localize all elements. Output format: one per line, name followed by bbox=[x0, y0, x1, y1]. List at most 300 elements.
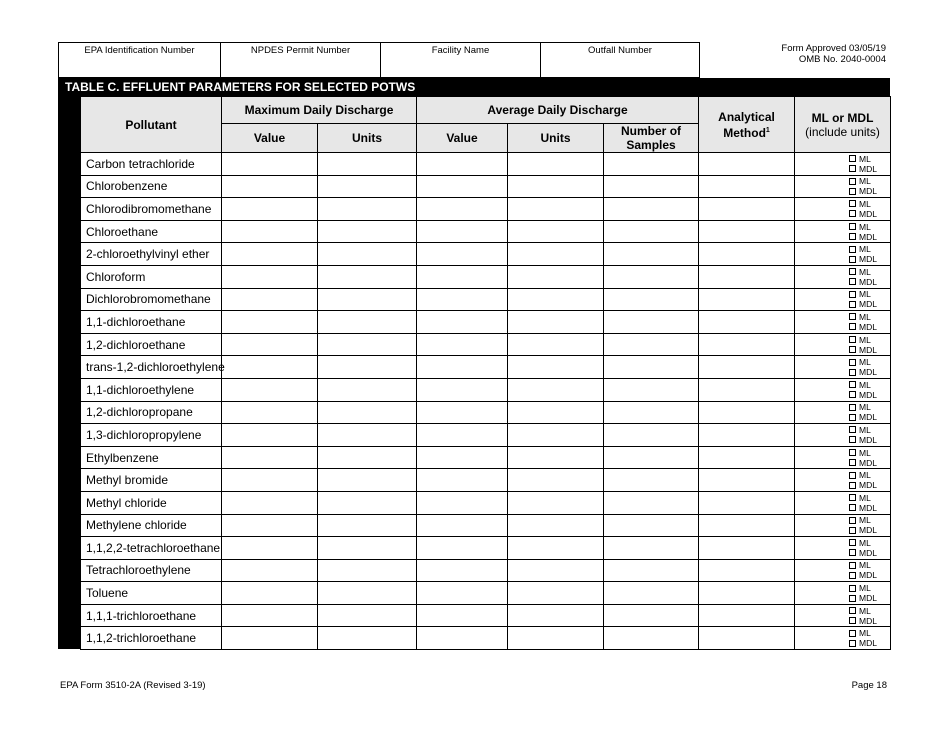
ml-mdl-label: ML or MDL bbox=[811, 110, 874, 125]
mdl-checkbox-option[interactable] bbox=[849, 458, 889, 468]
mdl-checkbox-option[interactable] bbox=[849, 638, 889, 648]
analytical-method-cell[interactable] bbox=[699, 537, 795, 560]
avg-value-cell[interactable] bbox=[417, 356, 508, 379]
table-row bbox=[81, 604, 891, 627]
max-value-cell[interactable] bbox=[222, 311, 318, 334]
max-value-cell[interactable] bbox=[222, 220, 318, 243]
max-value-cell[interactable] bbox=[222, 356, 318, 379]
max-units-cell[interactable] bbox=[318, 378, 417, 401]
mdl-option-label: MDL bbox=[859, 367, 877, 378]
analytical-method-cell[interactable] bbox=[699, 153, 795, 176]
avg-units-cell[interactable] bbox=[508, 514, 604, 537]
avg-units-cell[interactable] bbox=[508, 491, 604, 514]
table-row bbox=[81, 582, 891, 605]
num-samples-cell[interactable] bbox=[604, 243, 699, 266]
pollutant-name: 1,3-dichloropropylene bbox=[81, 424, 222, 447]
checkbox-icon[interactable] bbox=[849, 482, 856, 489]
pollutant-name: Ethylbenzene bbox=[81, 446, 222, 469]
num-samples-cell[interactable] bbox=[604, 198, 699, 221]
mdl-checkbox-option[interactable] bbox=[849, 254, 889, 264]
checkbox-icon[interactable] bbox=[849, 617, 856, 624]
max-value-cell[interactable] bbox=[222, 469, 318, 492]
avg-units-cell[interactable] bbox=[508, 604, 604, 627]
checkbox-icon[interactable] bbox=[849, 414, 856, 421]
max-value-cell[interactable] bbox=[222, 582, 318, 605]
checkbox-icon[interactable] bbox=[849, 585, 856, 592]
max-value-cell[interactable] bbox=[222, 446, 318, 469]
checkbox-icon[interactable] bbox=[849, 336, 856, 343]
ml-option-label: ML bbox=[859, 221, 871, 232]
avg-units-cell[interactable] bbox=[508, 243, 604, 266]
avg-value-cell[interactable] bbox=[417, 288, 508, 311]
avg-units-cell[interactable] bbox=[508, 559, 604, 582]
epa-id-field[interactable] bbox=[58, 42, 220, 78]
mdl-checkbox-option[interactable] bbox=[849, 209, 889, 219]
ml-checkbox-option[interactable] bbox=[849, 560, 889, 570]
ml-mdl-cell bbox=[795, 537, 891, 560]
mdl-checkbox-option[interactable] bbox=[849, 570, 889, 580]
form-id: EPA Form 3510-2A (Revised 3-19) bbox=[60, 680, 206, 691]
mdl-option-label: MDL bbox=[859, 638, 877, 649]
max-units-cell[interactable] bbox=[318, 243, 417, 266]
checkbox-icon[interactable] bbox=[849, 572, 856, 579]
npdes-permit-field[interactable] bbox=[220, 42, 380, 78]
analytical-method-cell[interactable] bbox=[699, 582, 795, 605]
table-row bbox=[81, 333, 891, 356]
max-units-cell[interactable] bbox=[318, 198, 417, 221]
mdl-checkbox-option[interactable] bbox=[849, 232, 889, 242]
avg-value-cell[interactable] bbox=[417, 424, 508, 447]
mdl-checkbox-option[interactable] bbox=[849, 186, 889, 196]
ml-checkbox-option[interactable] bbox=[849, 312, 889, 322]
analytical-method-cell[interactable] bbox=[699, 311, 795, 334]
max-units-cell[interactable] bbox=[318, 604, 417, 627]
pollutant-name: Toluene bbox=[81, 582, 222, 605]
avg-units-cell[interactable] bbox=[508, 446, 604, 469]
num-samples-cell[interactable] bbox=[604, 401, 699, 424]
avg-value-cell[interactable] bbox=[417, 311, 508, 334]
ml-mdl-cell bbox=[795, 491, 891, 514]
checkbox-icon[interactable] bbox=[849, 291, 856, 298]
analytical-method-cell[interactable] bbox=[699, 424, 795, 447]
checkbox-icon[interactable] bbox=[849, 165, 856, 172]
max-value-cell[interactable] bbox=[222, 491, 318, 514]
avg-units-cell[interactable] bbox=[508, 582, 604, 605]
checkbox-icon[interactable] bbox=[849, 595, 856, 602]
table-row bbox=[81, 491, 891, 514]
ml-option-label: ML bbox=[859, 379, 871, 390]
checkbox-icon[interactable] bbox=[849, 369, 856, 376]
avg-value-cell[interactable] bbox=[417, 401, 508, 424]
analytical-method-cell[interactable] bbox=[699, 469, 795, 492]
avg-units-cell[interactable] bbox=[508, 537, 604, 560]
num-samples-cell[interactable] bbox=[604, 559, 699, 582]
ml-checkbox-option[interactable] bbox=[849, 176, 889, 186]
analytical-method-cell[interactable] bbox=[699, 627, 795, 650]
analytical-method-label: Analytical Method bbox=[718, 109, 775, 140]
avg-units-header: Units bbox=[508, 124, 604, 153]
analytical-method-cell[interactable] bbox=[699, 514, 795, 537]
ml-option-label: ML bbox=[859, 605, 871, 616]
ml-option-label: ML bbox=[859, 492, 871, 503]
max-value-cell[interactable] bbox=[222, 153, 318, 176]
max-units-cell[interactable] bbox=[318, 559, 417, 582]
ml-mdl-cell bbox=[795, 175, 891, 198]
table-row bbox=[81, 311, 891, 334]
mdl-option-label: MDL bbox=[859, 570, 877, 581]
mdl-checkbox-option[interactable] bbox=[849, 367, 889, 377]
avg-value-cell[interactable] bbox=[417, 469, 508, 492]
ml-option-label: ML bbox=[859, 289, 871, 300]
page-number: Page 18 bbox=[851, 680, 887, 691]
checkbox-icon[interactable] bbox=[849, 504, 856, 511]
max-daily-discharge-header: Maximum Daily Discharge bbox=[222, 97, 417, 124]
checkbox-icon[interactable] bbox=[849, 527, 856, 534]
max-units-cell[interactable] bbox=[318, 356, 417, 379]
mdl-option-label: MDL bbox=[859, 231, 877, 242]
table-row bbox=[81, 559, 891, 582]
max-value-cell[interactable] bbox=[222, 378, 318, 401]
checkbox-icon[interactable] bbox=[849, 200, 856, 207]
checkbox-icon[interactable] bbox=[849, 346, 856, 353]
ml-option-label: ML bbox=[859, 560, 871, 571]
ml-option-label: ML bbox=[859, 266, 871, 277]
avg-value-cell[interactable] bbox=[417, 491, 508, 514]
avg-value-cell[interactable] bbox=[417, 537, 508, 560]
mdl-checkbox-option[interactable] bbox=[849, 412, 889, 422]
ml-option-label: ML bbox=[859, 357, 871, 368]
mdl-checkbox-option[interactable] bbox=[849, 322, 889, 332]
max-units-cell[interactable] bbox=[318, 491, 417, 514]
checkbox-icon[interactable] bbox=[849, 426, 856, 433]
checkbox-icon[interactable] bbox=[849, 549, 856, 556]
mdl-checkbox-option[interactable] bbox=[849, 390, 889, 400]
avg-value-cell[interactable] bbox=[417, 559, 508, 582]
table-row bbox=[81, 378, 891, 401]
max-value-cell[interactable] bbox=[222, 175, 318, 198]
checkbox-icon[interactable] bbox=[849, 404, 856, 411]
ml-checkbox-option[interactable] bbox=[849, 606, 889, 616]
table-row bbox=[81, 537, 891, 560]
checkbox-icon[interactable] bbox=[849, 210, 856, 217]
mdl-option-label: MDL bbox=[859, 344, 877, 355]
mdl-checkbox-option[interactable] bbox=[849, 435, 889, 445]
num-samples-cell[interactable] bbox=[604, 311, 699, 334]
ml-option-label: ML bbox=[859, 447, 871, 458]
analytical-method-cell[interactable] bbox=[699, 559, 795, 582]
num-samples-cell[interactable] bbox=[604, 627, 699, 650]
checkbox-icon[interactable] bbox=[849, 607, 856, 614]
avg-units-cell[interactable] bbox=[508, 333, 604, 356]
max-units-cell[interactable] bbox=[318, 469, 417, 492]
max-value-cell[interactable] bbox=[222, 333, 318, 356]
checkbox-icon[interactable] bbox=[849, 223, 856, 230]
ml-checkbox-option[interactable] bbox=[849, 380, 889, 390]
num-samples-cell[interactable] bbox=[604, 446, 699, 469]
num-samples-cell[interactable] bbox=[604, 153, 699, 176]
mdl-checkbox-option[interactable] bbox=[849, 593, 889, 603]
effluent-parameters-table bbox=[80, 96, 891, 650]
ml-checkbox-option[interactable] bbox=[849, 493, 889, 503]
npdes-permit-label: NPDES Permit Number bbox=[250, 45, 351, 56]
max-value-cell[interactable] bbox=[222, 514, 318, 537]
avg-value-cell[interactable] bbox=[417, 333, 508, 356]
checkbox-icon[interactable] bbox=[849, 359, 856, 366]
num-samples-cell[interactable] bbox=[604, 514, 699, 537]
facility-name-field[interactable] bbox=[380, 42, 540, 78]
avg-units-cell[interactable] bbox=[508, 198, 604, 221]
checkbox-icon[interactable] bbox=[849, 449, 856, 456]
num-samples-cell[interactable] bbox=[604, 265, 699, 288]
max-value-header: Value bbox=[222, 124, 318, 153]
mdl-checkbox-option[interactable] bbox=[849, 480, 889, 490]
ml-mdl-cell bbox=[795, 514, 891, 537]
max-value-cell[interactable] bbox=[222, 401, 318, 424]
analytical-method-cell[interactable] bbox=[699, 243, 795, 266]
max-units-cell[interactable] bbox=[318, 401, 417, 424]
avg-units-cell[interactable] bbox=[508, 175, 604, 198]
avg-units-cell[interactable] bbox=[508, 469, 604, 492]
checkbox-icon[interactable] bbox=[849, 278, 856, 285]
table-row bbox=[81, 356, 891, 379]
avg-units-cell[interactable] bbox=[508, 627, 604, 650]
ml-checkbox-option[interactable] bbox=[849, 244, 889, 254]
ml-mdl-cell bbox=[795, 311, 891, 334]
num-samples-cell[interactable] bbox=[604, 604, 699, 627]
max-units-cell[interactable] bbox=[318, 627, 417, 650]
checkbox-icon[interactable] bbox=[849, 436, 856, 443]
pollutant-name: 2-chloroethylvinyl ether bbox=[81, 243, 222, 266]
checkbox-icon[interactable] bbox=[849, 640, 856, 647]
ml-checkbox-option[interactable] bbox=[849, 628, 889, 638]
num-samples-cell[interactable] bbox=[604, 220, 699, 243]
mdl-checkbox-option[interactable] bbox=[849, 164, 889, 174]
mdl-option-label: MDL bbox=[859, 480, 877, 491]
ml-mdl-cell bbox=[795, 378, 891, 401]
omb-number: OMB No. 2040-0004 bbox=[798, 54, 886, 65]
analytical-method-cell[interactable] bbox=[699, 401, 795, 424]
ml-checkbox-option[interactable] bbox=[849, 222, 889, 232]
checkbox-icon[interactable] bbox=[849, 301, 856, 308]
mdl-option-label: MDL bbox=[859, 593, 877, 604]
max-units-cell[interactable] bbox=[318, 220, 417, 243]
avg-value-cell[interactable] bbox=[417, 514, 508, 537]
max-value-cell[interactable] bbox=[222, 604, 318, 627]
analytical-method-cell[interactable] bbox=[699, 288, 795, 311]
footnote-marker: 1 bbox=[765, 126, 770, 134]
analytical-method-cell[interactable] bbox=[699, 198, 795, 221]
ml-mdl-cell bbox=[795, 401, 891, 424]
ml-mdl-cell bbox=[795, 220, 891, 243]
analytical-method-cell[interactable] bbox=[699, 378, 795, 401]
mdl-checkbox-option[interactable] bbox=[849, 503, 889, 513]
max-units-cell[interactable] bbox=[318, 288, 417, 311]
ml-checkbox-option[interactable] bbox=[849, 402, 889, 412]
analytical-method-cell[interactable] bbox=[699, 356, 795, 379]
max-units-cell[interactable] bbox=[318, 333, 417, 356]
num-samples-cell[interactable] bbox=[604, 537, 699, 560]
avg-value-cell[interactable] bbox=[417, 153, 508, 176]
checkbox-icon[interactable] bbox=[849, 188, 856, 195]
avg-units-cell[interactable] bbox=[508, 311, 604, 334]
analytical-method-cell[interactable] bbox=[699, 604, 795, 627]
avg-units-cell[interactable] bbox=[508, 153, 604, 176]
mdl-checkbox-option[interactable] bbox=[849, 616, 889, 626]
checkbox-icon[interactable] bbox=[849, 630, 856, 637]
max-value-cell[interactable] bbox=[222, 198, 318, 221]
mdl-option-label: MDL bbox=[859, 276, 877, 287]
checkbox-icon[interactable] bbox=[849, 539, 856, 546]
mdl-checkbox-option[interactable] bbox=[849, 525, 889, 535]
ml-checkbox-option[interactable] bbox=[849, 538, 889, 548]
num-samples-cell[interactable] bbox=[604, 356, 699, 379]
max-value-cell[interactable] bbox=[222, 265, 318, 288]
avg-value-cell[interactable] bbox=[417, 378, 508, 401]
max-units-cell[interactable] bbox=[318, 582, 417, 605]
num-samples-cell[interactable] bbox=[604, 491, 699, 514]
max-value-cell[interactable] bbox=[222, 627, 318, 650]
analytical-method-cell[interactable] bbox=[699, 333, 795, 356]
max-units-cell[interactable] bbox=[318, 175, 417, 198]
ml-mdl-cell bbox=[795, 582, 891, 605]
checkbox-icon[interactable] bbox=[849, 494, 856, 501]
outfall-number-field[interactable] bbox=[540, 42, 700, 78]
table-row bbox=[81, 469, 891, 492]
avg-units-cell[interactable] bbox=[508, 265, 604, 288]
checkbox-icon[interactable] bbox=[849, 323, 856, 330]
max-units-cell[interactable] bbox=[318, 537, 417, 560]
max-units-cell[interactable] bbox=[318, 514, 417, 537]
ml-option-label: ML bbox=[859, 515, 871, 526]
avg-value-cell[interactable] bbox=[417, 604, 508, 627]
table-row bbox=[81, 198, 891, 221]
max-value-cell[interactable] bbox=[222, 424, 318, 447]
max-units-cell[interactable] bbox=[318, 424, 417, 447]
avg-value-cell[interactable] bbox=[417, 175, 508, 198]
avg-units-cell[interactable] bbox=[508, 378, 604, 401]
outfall-number-label: Outfall Number bbox=[588, 45, 652, 56]
avg-daily-discharge-header: Average Daily Discharge bbox=[417, 97, 699, 124]
checkbox-icon[interactable] bbox=[849, 459, 856, 466]
ml-option-label: ML bbox=[859, 334, 871, 345]
avg-units-cell[interactable] bbox=[508, 424, 604, 447]
num-samples-cell[interactable] bbox=[604, 333, 699, 356]
analytical-method-cell[interactable] bbox=[699, 491, 795, 514]
facility-name-label: Facility Name bbox=[431, 45, 490, 56]
avg-value-cell[interactable] bbox=[417, 627, 508, 650]
checkbox-icon[interactable] bbox=[849, 313, 856, 320]
max-value-cell[interactable] bbox=[222, 243, 318, 266]
checkbox-icon[interactable] bbox=[849, 562, 856, 569]
max-value-cell[interactable] bbox=[222, 537, 318, 560]
checkbox-icon[interactable] bbox=[849, 178, 856, 185]
ml-checkbox-option[interactable] bbox=[849, 154, 889, 164]
ml-checkbox-option[interactable] bbox=[849, 515, 889, 525]
max-units-cell[interactable] bbox=[318, 446, 417, 469]
ml-option-label: ML bbox=[859, 537, 871, 548]
num-samples-cell[interactable] bbox=[604, 288, 699, 311]
mdl-checkbox-option[interactable] bbox=[849, 277, 889, 287]
pollutant-name: Methylene chloride bbox=[81, 514, 222, 537]
ml-checkbox-option[interactable] bbox=[849, 425, 889, 435]
max-units-cell[interactable] bbox=[318, 153, 417, 176]
ml-checkbox-option[interactable] bbox=[849, 199, 889, 209]
avg-value-cell[interactable] bbox=[417, 582, 508, 605]
mdl-option-label: MDL bbox=[859, 502, 877, 513]
analytical-method-cell[interactable] bbox=[699, 220, 795, 243]
avg-units-cell[interactable] bbox=[508, 401, 604, 424]
max-units-cell[interactable] bbox=[318, 265, 417, 288]
mdl-option-label: MDL bbox=[859, 412, 877, 423]
pollutant-name: Methyl chloride bbox=[81, 491, 222, 514]
analytical-method-cell[interactable] bbox=[699, 265, 795, 288]
max-units-cell[interactable] bbox=[318, 311, 417, 334]
ml-checkbox-option[interactable] bbox=[849, 470, 889, 480]
checkbox-icon[interactable] bbox=[849, 381, 856, 388]
mdl-checkbox-option[interactable] bbox=[849, 345, 889, 355]
ml-mdl-cell bbox=[795, 333, 891, 356]
pollutant-name: Tetrachloroethylene bbox=[81, 559, 222, 582]
ml-checkbox-option[interactable] bbox=[849, 335, 889, 345]
pollutant-name: 1,1-dichloroethylene bbox=[81, 378, 222, 401]
avg-value-cell[interactable] bbox=[417, 265, 508, 288]
ml-checkbox-option[interactable] bbox=[849, 448, 889, 458]
num-samples-cell[interactable] bbox=[604, 424, 699, 447]
mdl-checkbox-option[interactable] bbox=[849, 299, 889, 309]
analytical-method-cell[interactable] bbox=[699, 446, 795, 469]
mdl-checkbox-option[interactable] bbox=[849, 548, 889, 558]
pollutant-name: Chlorodibromomethane bbox=[81, 198, 222, 221]
checkbox-icon[interactable] bbox=[849, 391, 856, 398]
max-value-cell[interactable] bbox=[222, 559, 318, 582]
avg-units-cell[interactable] bbox=[508, 356, 604, 379]
checkbox-icon[interactable] bbox=[849, 472, 856, 479]
checkbox-icon[interactable] bbox=[849, 246, 856, 253]
ml-option-label: ML bbox=[859, 402, 871, 413]
table-row bbox=[81, 514, 891, 537]
num-samples-cell[interactable] bbox=[604, 469, 699, 492]
num-samples-cell[interactable] bbox=[604, 378, 699, 401]
ml-checkbox-option[interactable] bbox=[849, 357, 889, 367]
checkbox-icon[interactable] bbox=[849, 517, 856, 524]
max-value-cell[interactable] bbox=[222, 288, 318, 311]
avg-units-cell[interactable] bbox=[508, 288, 604, 311]
avg-units-cell[interactable] bbox=[508, 220, 604, 243]
ml-mdl-cell bbox=[795, 446, 891, 469]
table-row bbox=[81, 175, 891, 198]
ml-mdl-cell bbox=[795, 198, 891, 221]
ml-mdl-cell bbox=[795, 356, 891, 379]
pollutant-name: Chloroform bbox=[81, 265, 222, 288]
table-row bbox=[81, 424, 891, 447]
ml-checkbox-option[interactable] bbox=[849, 289, 889, 299]
checkbox-icon[interactable] bbox=[849, 155, 856, 162]
ml-checkbox-option[interactable] bbox=[849, 267, 889, 277]
num-samples-cell[interactable] bbox=[604, 175, 699, 198]
avg-value-cell[interactable] bbox=[417, 220, 508, 243]
avg-value-cell[interactable] bbox=[417, 198, 508, 221]
avg-value-header: Value bbox=[417, 124, 508, 153]
checkbox-icon[interactable] bbox=[849, 268, 856, 275]
avg-value-cell[interactable] bbox=[417, 243, 508, 266]
ml-checkbox-option[interactable] bbox=[849, 583, 889, 593]
checkbox-icon[interactable] bbox=[849, 256, 856, 263]
checkbox-icon[interactable] bbox=[849, 233, 856, 240]
table-row bbox=[81, 446, 891, 469]
num-samples-cell[interactable] bbox=[604, 582, 699, 605]
avg-value-cell[interactable] bbox=[417, 446, 508, 469]
analytical-method-cell[interactable] bbox=[699, 175, 795, 198]
